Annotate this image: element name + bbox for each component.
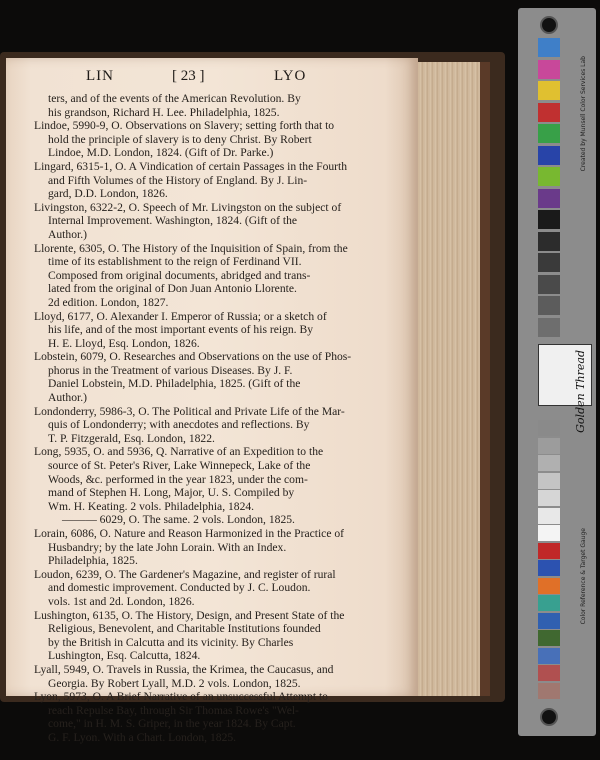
strip-brand: Golden Thread [574,350,587,433]
text-line: and domestic improvement. Conducted by J. C. Loudon. [48,581,311,595]
text-line: time of its establishment to the reign of Ferdinand VII. [48,255,302,269]
color-swatch [538,595,560,611]
header-left: LIN [86,68,114,84]
page-number: [ 23 ] [172,68,205,84]
text-line: ters, and of the events of the American Revolution. By [48,92,301,105]
text-line: Lindoe, 5990-9, O. Observations on Slavery; setting forth that to [34,119,335,133]
text-line: vols. 1st and 2d. London, 1826. [48,594,195,608]
strip-top-label: Created by Munsell Color Services Lab [580,56,587,172]
strip-hole [540,16,558,34]
text-line: by the British in Calcutta and its vicinity. By Charles [48,635,294,649]
color-swatch [538,124,560,143]
text-line: lated from the original of Don Juan Antonio Llorente. [48,282,297,296]
text-line: ——— 6029, O. The same. 2 vols. London, 1825. [62,513,295,527]
text-line: Lindoe, M.D. London, 1824. (Gift of Dr. Parke.) [48,146,274,160]
color-swatch [538,630,560,646]
text-line: Author.) [48,391,87,405]
text-line: and Fifth Volumes of the History of England. By J. Lin- [48,173,308,187]
text-line: T. P. Fitzgerald, Esq. London, 1822. [48,431,215,445]
color-swatch [538,525,560,541]
text-line: Lobstein, 6079, O. Researches and Observations on the use of Phos- [34,350,352,364]
color-swatch [538,455,560,471]
text-line: 2d edition. London, 1827. [48,295,169,309]
color-checker-strip [518,8,596,736]
text-line: Religious, Benevolent, and Charitable Institutions founded [48,622,321,636]
text-line: quis of Londonderry; with anecdotes and reflections. By [48,418,310,432]
color-swatch [538,232,560,251]
color-swatch [538,275,560,294]
text-line: Lushington, Esq. Calcutta, 1824. [48,649,201,663]
text-line: Londonderry, 5986-3, O. The Political and Private Life of the Mar- [34,404,345,418]
text-line: hold the principle of slavery is to deny Christ. By Robert [48,132,312,146]
color-swatch [538,103,560,122]
color-swatch [538,189,560,208]
text-line: Long, 5935, O. and 5936, Q. Narrative of an Expedition to the [34,445,324,459]
text-line: source of St. Peter's River, Lake Winnepeck, Lake of the [48,459,311,473]
color-swatch [538,648,560,664]
text-line: Lyall, 5949, O. Travels in Russia, the Krimea, the Caucasus, and [34,662,334,676]
color-swatch [538,683,560,699]
text-line: Husbandry; by the late John Lorain. With an Index. [48,540,287,554]
text-line: Philadelphia, 1825. [48,554,138,568]
text-line: Author.) [48,227,87,241]
text-line: come," in H. M. S. Griper, in the year 1824. By Capt. [48,717,296,731]
color-swatch [538,578,560,594]
color-swatch [538,167,560,186]
color-swatch [538,613,560,629]
color-swatch [538,665,560,681]
text-line: Llorente, 6305, O. The History of the Inquisition of Spain, from the [34,241,348,255]
text-line: Lyon, 5973, O. A Brief Narrative of an unsuccessful Attempt to [34,690,328,704]
color-swatch [538,60,560,79]
color-swatch [538,253,560,272]
text-line: G. F. Lyon. With a Chart. London, 1825. [48,730,237,744]
text-line: his grandson, Richard H. Lee. Philadelphia, 1825. [48,105,280,119]
catalog-text [34,92,406,745]
color-swatch [538,38,560,57]
text-line: reach Repulse Bay, through Sir Thomas Rowe's "Wel- [48,703,299,717]
color-swatch [538,318,560,337]
color-swatch [538,473,560,489]
color-swatch [538,146,560,165]
color-swatch [538,508,560,524]
text-line: Lorain, 6086, O. Nature and Reason Harmonized in the Practice of [34,527,345,540]
text-line: Loudon, 6239, O. The Gardener's Magazine, and register of rural [34,567,336,581]
color-swatch [538,560,560,576]
text-line: Wm. H. Keating. 2 vols. Philadelphia, 1824. [48,499,255,513]
text-line: Lingard, 6315-1, O. A Vindication of certain Passages in the Fourth [34,159,348,173]
text-line: Daniel Lobstein, M.D. Philadelphia, 1825. (Gift of the [48,377,301,391]
text-line: Livingston, 6322-2, O. Speech of Mr. Livingston on the subject of [34,200,342,214]
color-swatch [538,210,560,229]
text-line: Lushington, 6135, O. The History, Design, and Present State of the [34,608,345,622]
color-swatch [538,490,560,506]
text-line: gard, D.D. London, 1826. [48,187,168,201]
color-swatch [538,420,560,436]
strip-bottom-label: Color Reference & Target Gauge [580,528,587,625]
text-line: Internal Improvement. Washington, 1824. (Gift of the [48,214,298,228]
header-right: LYO [274,68,307,84]
color-swatch [538,296,560,315]
text-line: H. E. Lloyd, Esq. London, 1826. [48,336,200,350]
text-line: Georgia. By Robert Lyall, M.D. 2 vols. London, 1825. [48,676,301,690]
color-swatch [538,438,560,454]
running-header [0,68,418,88]
text-line: Lloyd, 6177, O. Alexander I. Emperor of Russia; or a sketch of [34,309,327,323]
text-line: phorus in the Treatment of various Diseases. By J. F. [48,363,293,377]
text-line: Composed from original documents, abridged and trans- [48,268,311,282]
text-line: mand of Stephen H. Long, Major, U. S. Compiled by [48,486,295,500]
strip-hole [540,708,558,726]
text-line: his life, and of the most important events of his reign. By [48,323,314,337]
color-swatch [538,81,560,100]
color-swatch [538,543,560,559]
text-line: Woods, &c. performed in the year 1823, under the com- [48,472,308,486]
